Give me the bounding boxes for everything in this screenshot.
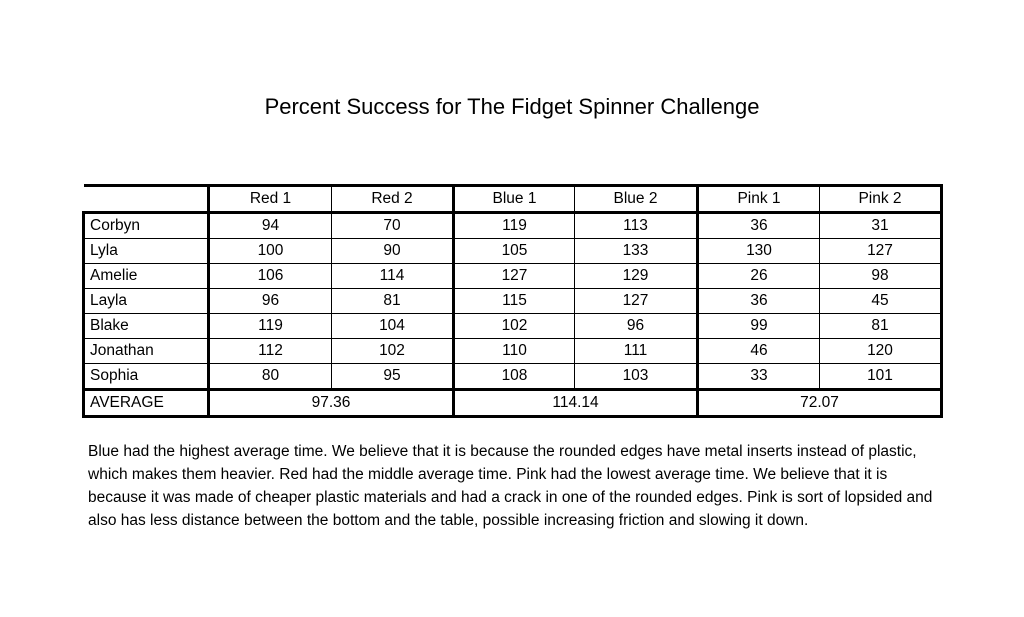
table-cell: 104 bbox=[332, 314, 454, 339]
conclusion-paragraph: Blue had the highest average time. We believe that it is because the rounded edges have metal inserts instead of plastic, which makes them heavier. Red had the middle average time. Pink had the lowest average time. We believe that it is because it was made of cheaper plastic materials and had a crack in one of the rounded edges. Pink is sort of lopsided and also has less distance between the bottom and the table, possible increasing friction and slowing it down. bbox=[88, 443, 933, 529]
column-header: Blue 2 bbox=[575, 186, 698, 213]
table-cell: 96 bbox=[575, 314, 698, 339]
table-cell: 33 bbox=[698, 364, 820, 390]
results-table bbox=[82, 184, 943, 418]
table-cell: 36 bbox=[698, 213, 820, 239]
table-row bbox=[84, 289, 942, 314]
table-cell: 26 bbox=[698, 264, 820, 289]
row-name: Sophia bbox=[84, 364, 209, 390]
row-name: Jonathan bbox=[84, 339, 209, 364]
column-header: Pink 2 bbox=[820, 186, 942, 213]
corner-cell bbox=[84, 186, 209, 213]
table-cell: 130 bbox=[698, 239, 820, 264]
column-header: Blue 1 bbox=[454, 186, 575, 213]
table-row bbox=[84, 213, 942, 239]
table-cell: 94 bbox=[209, 213, 332, 239]
column-header: Red 1 bbox=[209, 186, 332, 213]
table-row bbox=[84, 339, 942, 364]
average-row bbox=[84, 390, 942, 417]
header-row bbox=[84, 186, 942, 213]
table-cell: 81 bbox=[332, 289, 454, 314]
table-cell: 119 bbox=[454, 213, 575, 239]
table-cell: 95 bbox=[332, 364, 454, 390]
table-cell: 96 bbox=[209, 289, 332, 314]
table-cell: 108 bbox=[454, 364, 575, 390]
table-cell: 103 bbox=[575, 364, 698, 390]
table-cell: 127 bbox=[454, 264, 575, 289]
table-cell: 114 bbox=[332, 264, 454, 289]
average-value: 72.07 bbox=[698, 390, 942, 417]
table-row bbox=[84, 364, 942, 390]
table-row bbox=[84, 239, 942, 264]
table-cell: 46 bbox=[698, 339, 820, 364]
table-row bbox=[84, 264, 942, 289]
table-cell: 36 bbox=[698, 289, 820, 314]
table-cell: 111 bbox=[575, 339, 698, 364]
column-header: Pink 1 bbox=[698, 186, 820, 213]
average-label: AVERAGE bbox=[84, 390, 209, 417]
average-value: 114.14 bbox=[454, 390, 698, 417]
table-cell: 129 bbox=[575, 264, 698, 289]
table-cell: 113 bbox=[575, 213, 698, 239]
table-cell: 100 bbox=[209, 239, 332, 264]
page-title: Percent Success for The Fidget Spinner Challenge bbox=[264, 94, 760, 119]
table-cell: 120 bbox=[820, 339, 942, 364]
table-cell: 99 bbox=[698, 314, 820, 339]
table-cell: 102 bbox=[454, 314, 575, 339]
table-cell: 110 bbox=[454, 339, 575, 364]
table-cell: 106 bbox=[209, 264, 332, 289]
table-cell: 102 bbox=[332, 339, 454, 364]
table-cell: 70 bbox=[332, 213, 454, 239]
table-cell: 81 bbox=[820, 314, 942, 339]
table-cell: 31 bbox=[820, 213, 942, 239]
average-value: 97.36 bbox=[209, 390, 454, 417]
table-cell: 90 bbox=[332, 239, 454, 264]
table-cell: 98 bbox=[820, 264, 942, 289]
table-cell: 127 bbox=[575, 289, 698, 314]
column-header: Red 2 bbox=[332, 186, 454, 213]
table-cell: 119 bbox=[209, 314, 332, 339]
table-cell: 112 bbox=[209, 339, 332, 364]
table-cell: 101 bbox=[820, 364, 942, 390]
row-name: Corbyn bbox=[84, 213, 209, 239]
table-cell: 80 bbox=[209, 364, 332, 390]
table-cell: 115 bbox=[454, 289, 575, 314]
table-row bbox=[84, 314, 942, 339]
row-name: Lyla bbox=[84, 239, 209, 264]
row-name: Amelie bbox=[84, 264, 209, 289]
table-cell: 105 bbox=[454, 239, 575, 264]
row-name: Blake bbox=[84, 314, 209, 339]
table-cell: 45 bbox=[820, 289, 942, 314]
table-cell: 127 bbox=[820, 239, 942, 264]
row-name: Layla bbox=[84, 289, 209, 314]
table-cell: 133 bbox=[575, 239, 698, 264]
